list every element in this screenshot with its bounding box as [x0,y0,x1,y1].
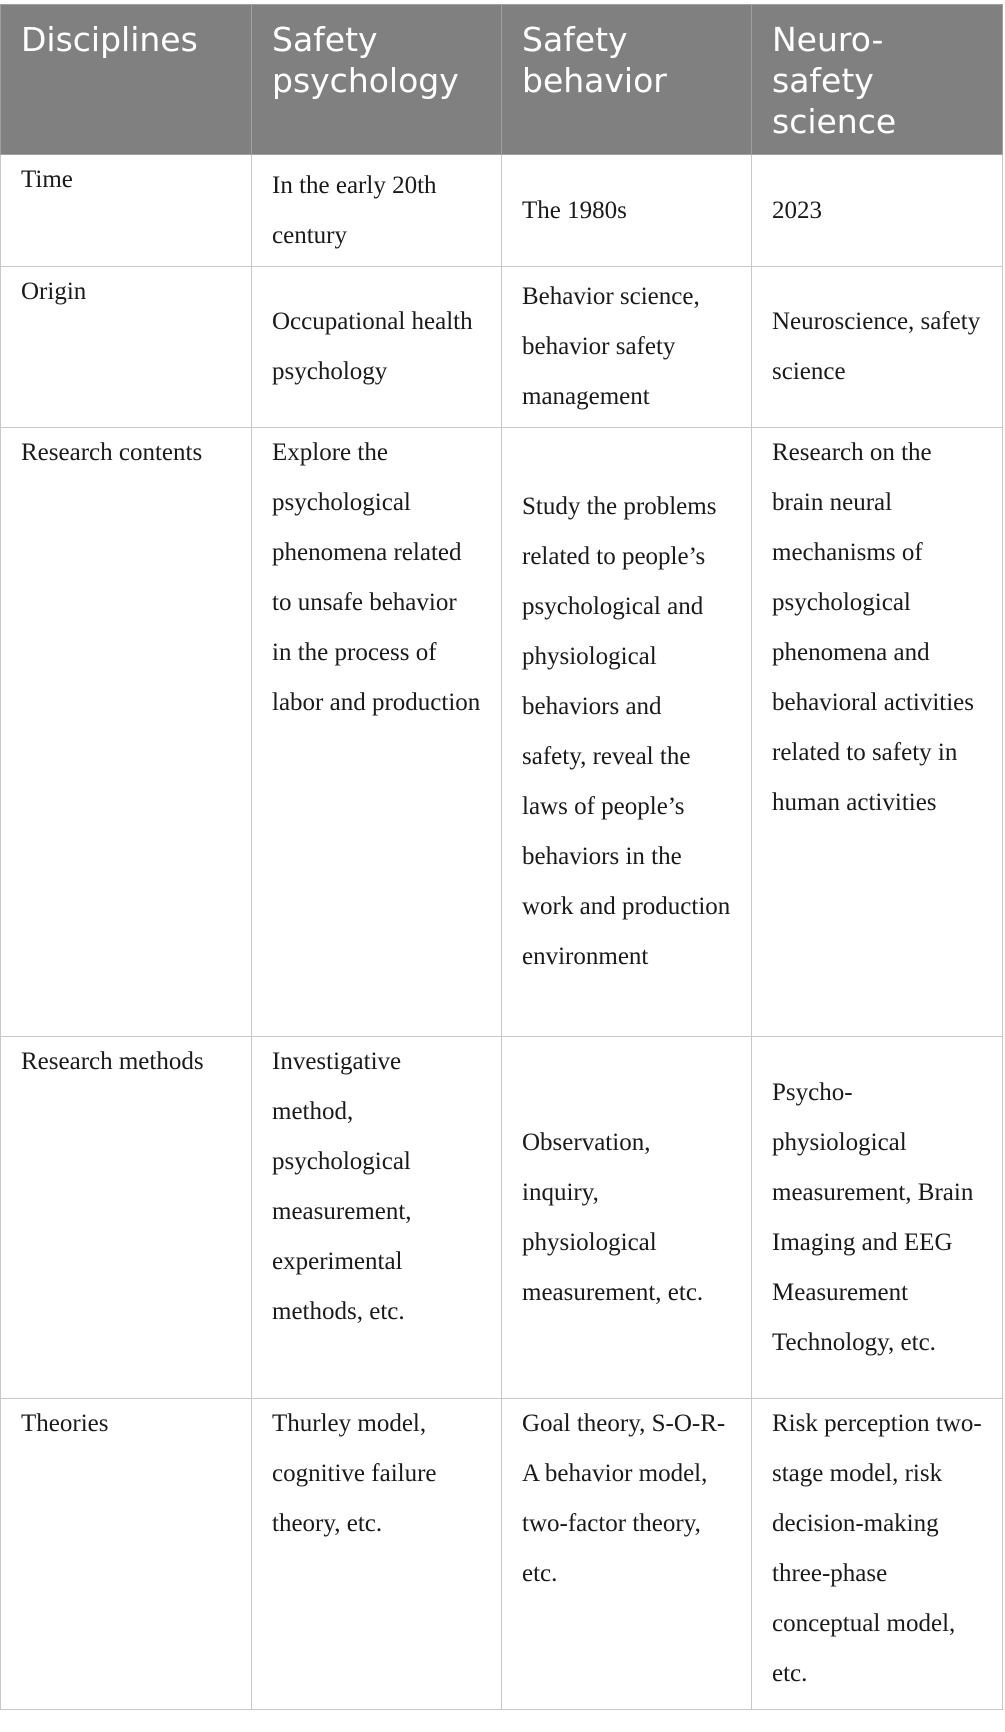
column-header-disciplines: Disciplines [1,5,252,155]
table-header-row [1,5,1003,155]
table-cell: Neuroscience, safety science [752,267,1003,428]
table-row [1,155,1003,267]
comparison-table [0,4,1003,1710]
row-label: Research methods [1,1037,252,1399]
table-cell: Research on the brain neural mechanisms of psychological phenomena and behavioral activities related to safety in human activities [752,428,1003,1037]
table-cell: The 1980s [502,155,752,267]
column-header-safety-psychology: Safety psychology [252,5,502,155]
row-label: Time [1,155,252,267]
table-cell: Goal theory, S-O-R-A behavior model, two-factor theory, etc. [502,1399,752,1710]
table-row [1,1037,1003,1399]
table-row [1,428,1003,1037]
table-cell: Thurley model, cognitive failure theory, etc. [252,1399,502,1710]
table-cell: Risk perception two-stage model, risk decision-making three-phase conceptual model, etc. [752,1399,1003,1710]
column-header-neuro-safety-science: Neuro-safety science [752,5,1003,155]
table-cell: Psycho-physiological measurement, Brain Imaging and EEG Measurement Technology, etc. [752,1037,1003,1399]
table-cell: Investigative method, psychological measurement, experimental methods, etc. [252,1037,502,1399]
table-row [1,267,1003,428]
table-cell: 2023 [752,155,1003,267]
table-cell: In the early 20th century [252,155,502,267]
table-cell: Occupational health psychology [252,267,502,428]
row-label: Theories [1,1399,252,1710]
table-cell: Observation, inquiry, physiological measurement, etc. [502,1037,752,1399]
table-cell: Behavior science, behavior safety management [502,267,752,428]
column-header-safety-behavior: Safety behavior [502,5,752,155]
row-label: Origin [1,267,252,428]
row-label: Research contents [1,428,252,1037]
table-cell: Explore the psychological phenomena related to unsafe behavior in the process of labor and production [252,428,502,1037]
table-cell: Study the problems related to people’s psychological and physiological behaviors and safety, reveal the laws of people’s behaviors in the work and production environment [502,428,752,1037]
table-row [1,1399,1003,1710]
